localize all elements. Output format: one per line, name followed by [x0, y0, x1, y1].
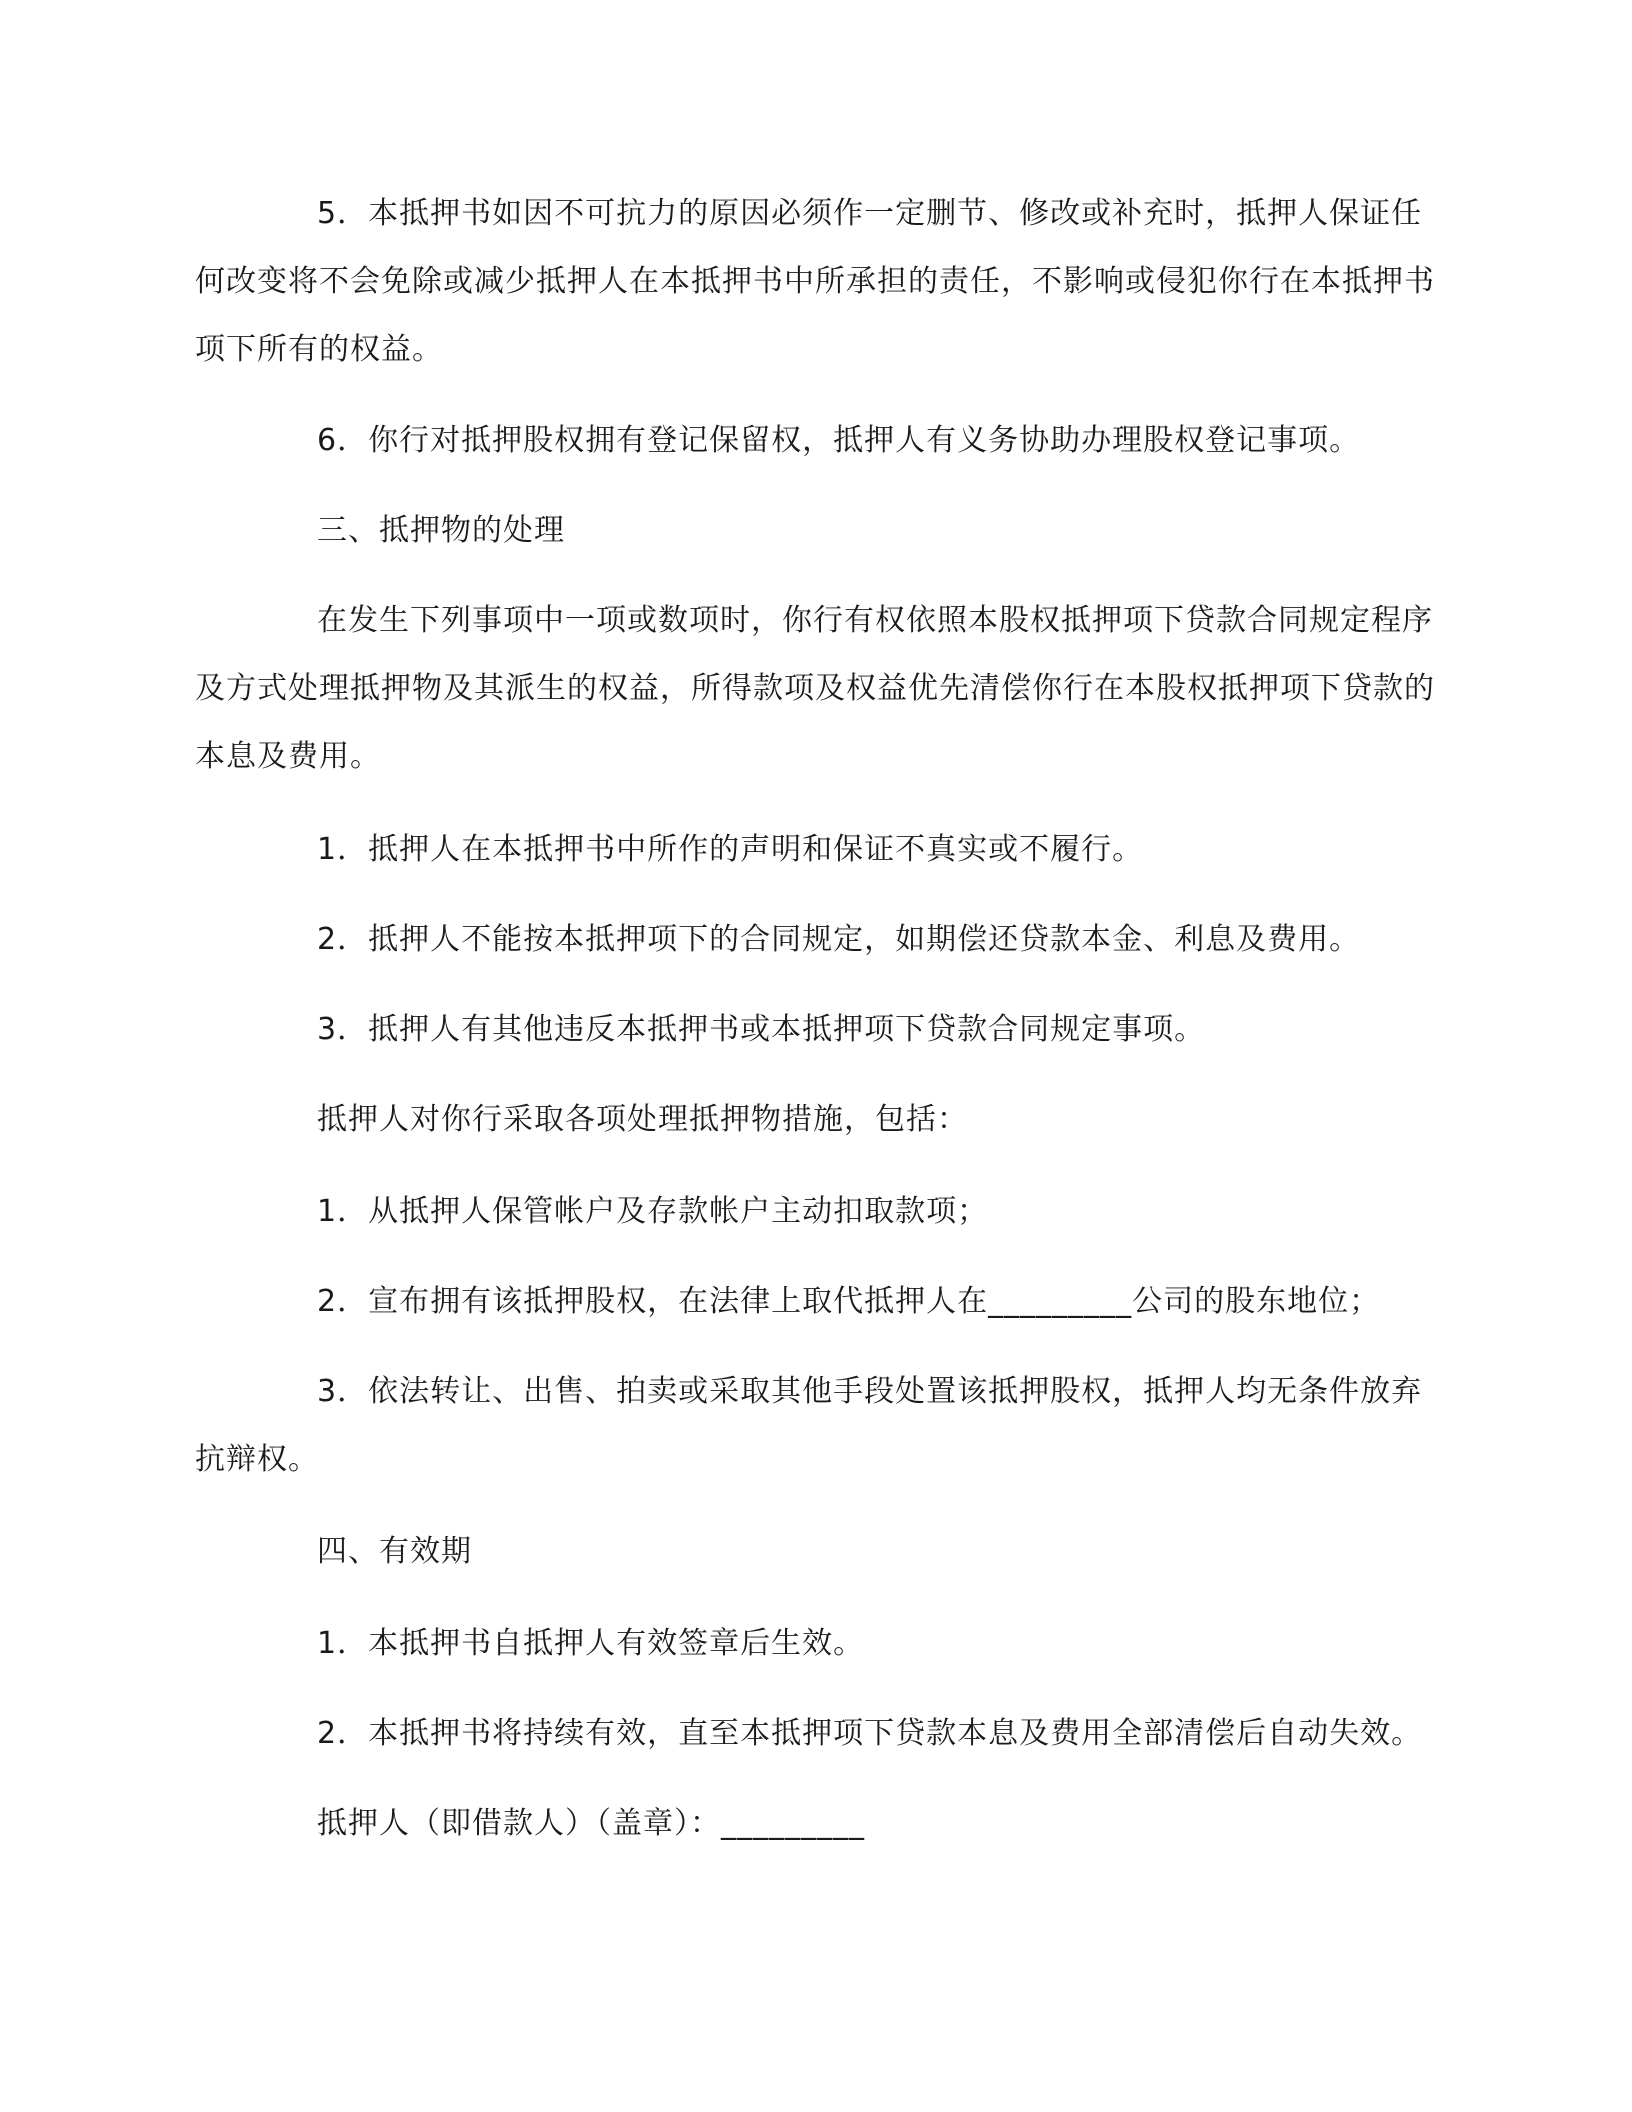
validity-2-paragraph: 2．本抵押书将持续有效，直至本抵押项下贷款本息及费用全部清偿后自动失效。	[317, 1716, 1423, 1751]
measure-1-paragraph: 1．从抵押人保管帐户及存款帐户主动扣取款项；	[317, 1194, 989, 1229]
section-3-intro-paragraph: 在发生下列事项中一项或数项时，你行有权依照本股权抵押项下贷款合同规定程序及方式处理抵押物及其派生的权益，所得款项及权益优先清偿你行在本股权抵押项下贷款的本息及费用。	[195, 603, 1435, 774]
measure-3-paragraph: 3．依法转让、出售、拍卖或采取其他手段处置该抵押股权，抵押人均无条件放弃抗辩权。	[195, 1374, 1423, 1477]
clause-6-paragraph: 6．你行对抵押股权拥有登记保留权，抵押人有义务协助办理股权登记事项。	[317, 423, 1361, 458]
validity-1-paragraph: 1．本抵押书自抵押人有效签章后生效。	[317, 1626, 865, 1661]
event-1-paragraph: 1．抵押人在本抵押书中所作的声明和保证不真实或不履行。	[317, 832, 1144, 867]
event-3-paragraph: 3．抵押人有其他违反本抵押书或本抵押项下贷款合同规定事项。	[317, 1012, 1206, 1047]
measures-intro-paragraph: 抵押人对你行采取各项处理抵押物措施，包括：	[317, 1102, 968, 1137]
clause-5-paragraph: 5．本抵押书如因不可抗力的原因必须作一定删节、修改或补充时，抵押人保证任何改变将不会免除或减少抵押人在本抵押书中所承担的责任，不影响或侵犯你行在本抵押书项下所有的权益。	[195, 196, 1435, 367]
section-3-heading: 三、抵押物的处理	[317, 513, 565, 548]
section-4-heading: 四、有效期	[317, 1534, 472, 1569]
measure-2-paragraph: 2．宣布拥有该抵押股权，在法律上取代抵押人在_________公司的股东地位；	[317, 1284, 1381, 1319]
mortgagor-signature-line: 抵押人（即借款人）（盖章）：_________	[317, 1806, 865, 1841]
event-2-paragraph: 2．抵押人不能按本抵押项下的合同规定，如期偿还贷款本金、利息及费用。	[317, 922, 1361, 957]
